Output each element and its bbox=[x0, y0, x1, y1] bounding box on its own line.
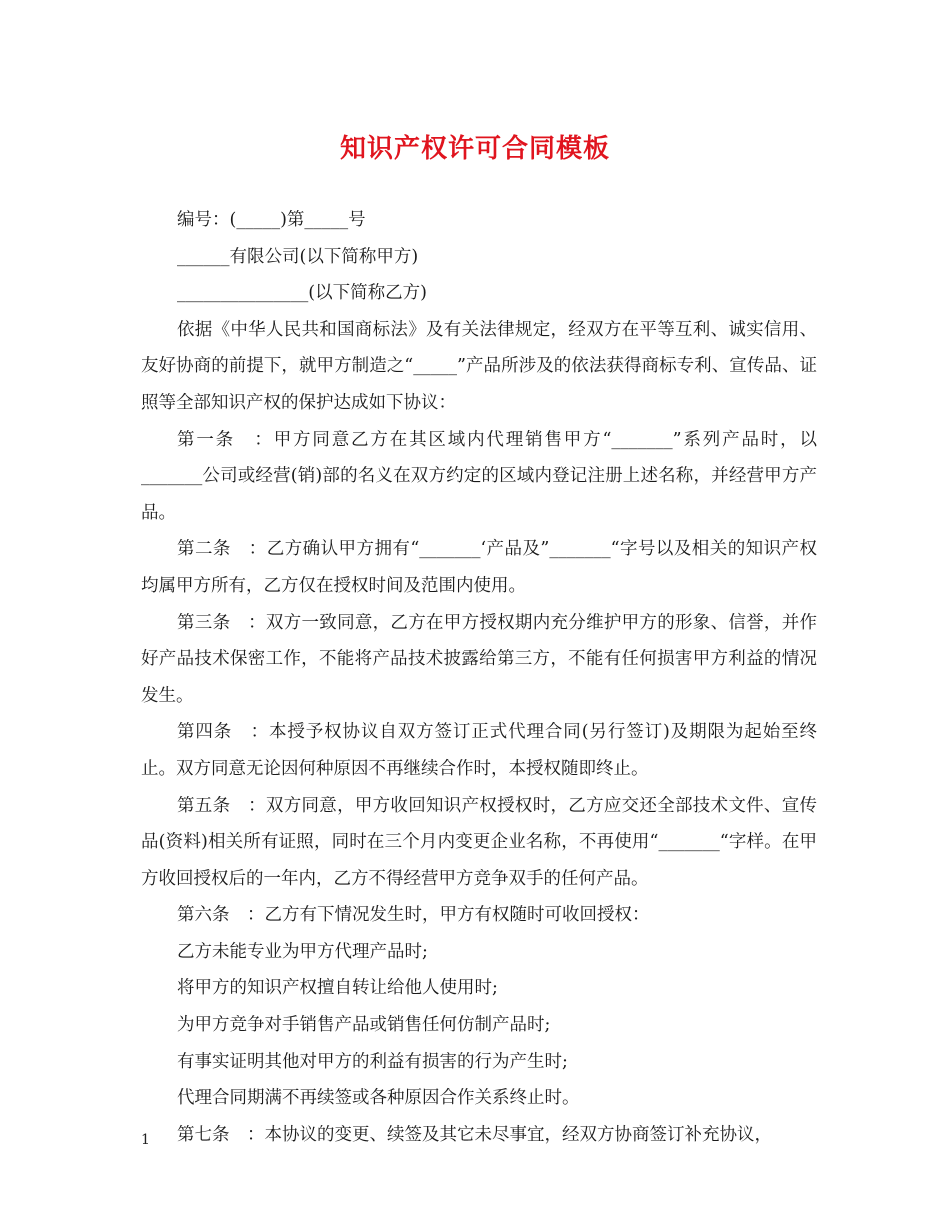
article-6-item-1: 乙方未能专业为甲方代理产品时; bbox=[177, 941, 428, 962]
party-a-line: ______有限公司(以下简称甲方) bbox=[177, 246, 419, 267]
article-6-item-5: 代理合同期满不再续签或各种原因合作关系终止时。 bbox=[177, 1088, 580, 1109]
party-b-line: _______________(以下简称乙方) bbox=[177, 283, 427, 304]
article-5: 第五条 ：双方同意，甲方收回知识产权授权时，乙方应交还全部技术文件、宣传品(资料)相关所有证照，同时在三个月内变更企业名称，不再使用“_______“字样。在甲方收回授权后的一年内，乙方不得经营甲方竞争双手的任何产品。 bbox=[141, 795, 817, 889]
contract-number-line: 编号：(_____)第_____号 bbox=[177, 210, 366, 230]
article-6-item-2: 将甲方的知识产权擅自转让给他人使用时; bbox=[177, 978, 498, 999]
document-body bbox=[141, 202, 817, 1153]
article-7: 第七条 ：本协议的变更、续签及其它未尽事宜，经双方协商签订补充协议， bbox=[177, 1124, 772, 1145]
article-2: 第二条 ：乙方确认甲方拥有“_______‘产品及”_______“字号以及相关的知识产权均属甲方所有，乙方仅在授权时间及范围内使用。 bbox=[141, 539, 817, 596]
article-1: 第一条 ：甲方同意乙方在其区域内代理销售甲方“_______”系列产品时，以_______公司或经营(销)部的名义在双方约定的区域内登记注册上述名称，并经营甲方产品。 bbox=[141, 429, 817, 523]
document-title: 知识产权许可合同模板 bbox=[339, 134, 610, 164]
preamble-paragraph: 依据《中华人民共和国商标法》及有关法律规定，经双方在平等互利、诚实信用、友好协商的前提下，就甲方制造之“_____”产品所涉及的依法获得商标专利、宣传品、证照等全部知识产权的保护达成如下协议： bbox=[141, 319, 817, 413]
article-6-item-4: 有事实证明其他对甲方的利益有损害的行为产生时; bbox=[177, 1051, 568, 1072]
article-6: 第六条 ：乙方有下情况发生时，甲方有权随时可收回授权： bbox=[177, 905, 650, 926]
article-4: 第四条 ：本授予权协议自双方签订正式代理合同(另行签订)及期限为起始至终止。双方同意无论因何种原因不再继续合作时，本授权随即终止。 bbox=[141, 722, 817, 779]
page-number: 1 bbox=[141, 1132, 150, 1148]
article-6-item-3: 为甲方竞争对手销售产品或销售任何仿制产品时; bbox=[177, 1015, 551, 1036]
article-3: 第三条 ：双方一致同意，乙方在甲方授权期内充分维护甲方的形象、信誉，并作好产品技术保密工作，不能将产品技术披露给第三方，不能有任何损害甲方利益的情况发生。 bbox=[141, 612, 817, 706]
